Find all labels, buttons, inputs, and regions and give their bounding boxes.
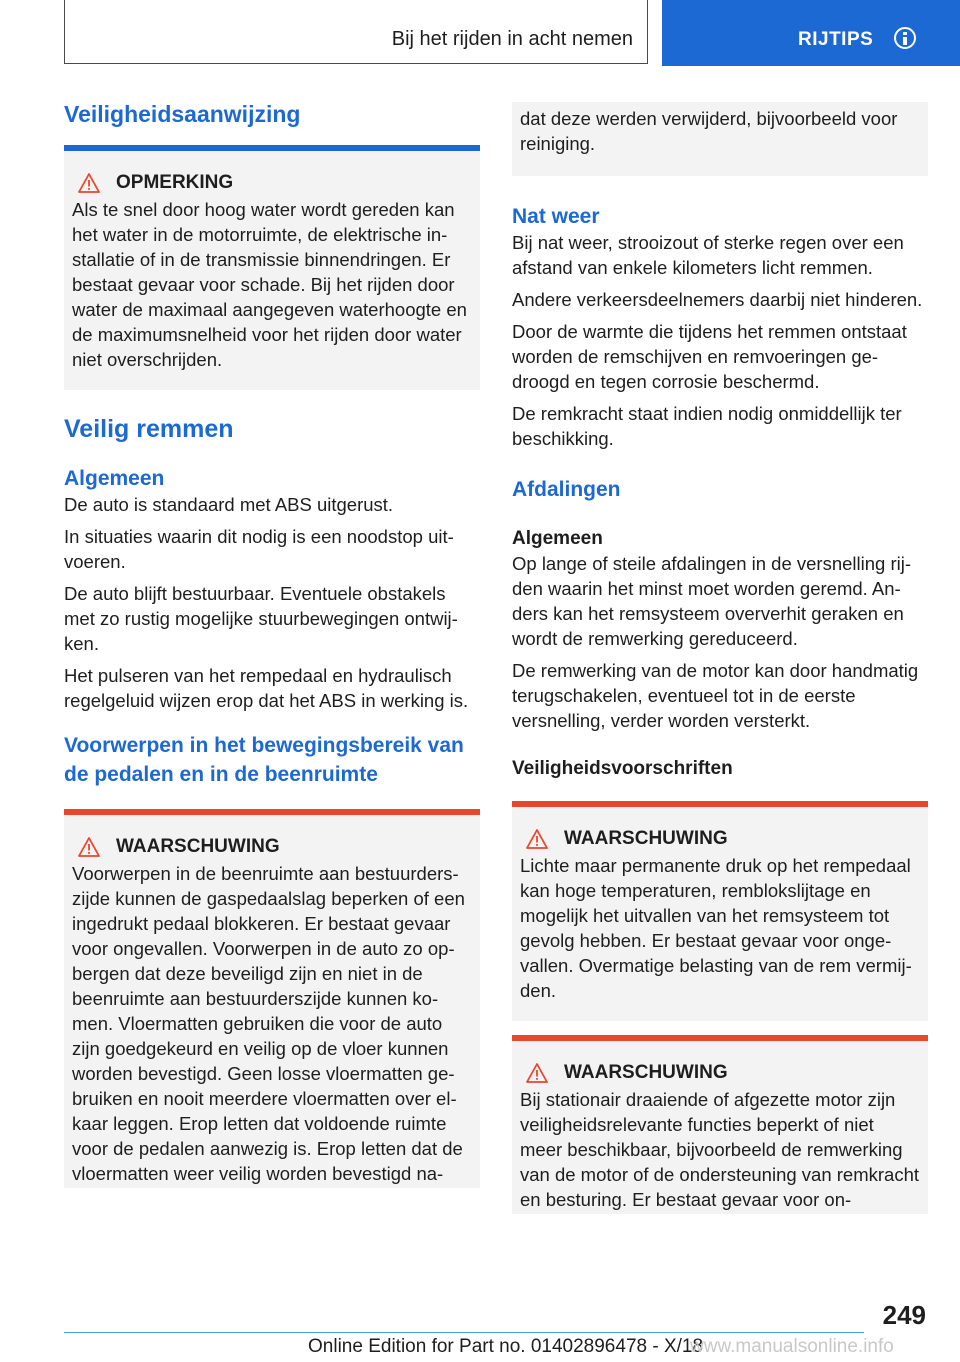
warning-label: WAARSCHUWING bbox=[564, 1062, 728, 1083]
warning-text: Voorwerpen in de beenruimte aan bestuurderszijde kunnen de gaspedaalslag beperken of een ingedrukt pedaal blokkeren. Er bestaat gevaar voor ongevallen. Voorwerpen in de auto zo opbergen dat deze beveiligd zijn en niet in de beenruimte aan bestuurderszijde kunnen komen. Vloermatten gebruiken die voor de auto zijn goedgekeurd en veilig op de vloer kunnen worden bevestigd. Geen losse vloermatten gebruiken en nooit meerdere vloermatten over elkaar leggen. Erop letten dat voldoende ruimte voor de pedalen aanwezig is. Erop letten dat de vloermatten weer veilig worden bevestigd na- bbox=[72, 863, 465, 1184]
warning-triangle-icon bbox=[78, 837, 100, 857]
objects-title: Voorwerpen in het bewegingsbereik van de pedalen en in de beenruimte bbox=[64, 734, 464, 786]
warning-label: WAARSCHUWING bbox=[564, 828, 728, 849]
rules-title: Veiligheidsvoorschriften bbox=[512, 758, 733, 779]
descent-general-title: Algemeen bbox=[512, 528, 603, 549]
wet-title: Nat weer bbox=[512, 205, 600, 228]
page-header bbox=[0, 0, 960, 66]
warning-text: Bij stationair draaiende of afgezette motor zijn veiligheidsrelevante functies beperkt of niet meer beschikbaar, bijvoorbeeld de remwerking van de motor of de ondersteuning van remkracht en besturing. Er bestaat gevaar voor on- bbox=[520, 1089, 920, 1210]
wet-paragraph-3: Door de warmte die tijdens het remmen ontstaat worden de remschijven en remvoeringen gedroogd en tegen corrosie beschermd. bbox=[512, 321, 907, 392]
edition-text: Online Edition for Part no. 01402896478 - X/18 bbox=[308, 1336, 704, 1357]
safety-title: Veiligheidsaanwijzing bbox=[64, 101, 301, 127]
warning-label: WAARSCHUWING bbox=[116, 836, 280, 857]
section-title: Bij het rijden in acht nemen bbox=[391, 28, 633, 50]
warning-box-1 bbox=[512, 807, 928, 1021]
note-text: Als te snel door hoog water wordt gereden kan het water in de motorruimte, de elektrische installatie of in de transmissie binnendringen. Er bestaat gevaar voor schade. Bij het rijden door water de maximaal aangegeven waterhoogte en de maximumsnelheid voor het rijden door water niet overschrijden. bbox=[72, 199, 467, 370]
warning-box bbox=[64, 815, 480, 1188]
info-icon[interactable] bbox=[894, 27, 916, 49]
warning-triangle-icon bbox=[526, 829, 548, 849]
descent-paragraph-2: De remwerking van de motor kan door handmatig terugschakelen, eventueel tot in de eerste versnelling, verder worden versterkt. bbox=[512, 660, 919, 731]
brake-title: Veilig remmen bbox=[64, 415, 234, 443]
warning-triangle-icon bbox=[526, 1063, 548, 1083]
watermark: www.manualsonline.info bbox=[690, 1336, 894, 1357]
right-column bbox=[512, 100, 928, 1214]
continued-text: dat deze werden verwijderd, bijvoorbeeld voor reiniging. bbox=[520, 108, 898, 154]
footer-divider bbox=[64, 1332, 864, 1333]
left-column bbox=[64, 100, 480, 1188]
tab-label: RIJTIPS bbox=[798, 29, 874, 50]
general-paragraph-3: De auto blijft bestuurbaar. Eventuele obstakels met zo rustig mogelijke stuurbewegingen ontwijken. bbox=[64, 583, 458, 654]
wet-paragraph-1: Bij nat weer, strooizout of sterke regen over een afstand van enkele kilometers licht remmen. bbox=[512, 232, 904, 278]
wet-paragraph-4: De remkracht staat indien nodig onmiddellijk ter beschikking. bbox=[512, 403, 902, 449]
continued-box bbox=[512, 102, 928, 176]
descent-title: Afdalingen bbox=[512, 478, 621, 501]
wet-paragraph-2: Andere verkeersdeelnemers daarbij niet hinderen. bbox=[512, 289, 923, 310]
descent-paragraph-1: Op lange of steile afdalingen in de versnelling rijden waarin het minst moet worden geremd. Anders kan het remsysteem oververhit geraken en wordt de remwerking gereduceerd. bbox=[512, 553, 912, 649]
general-paragraph-1: De auto is standaard met ABS uitgerust. bbox=[64, 494, 394, 515]
page-number: 249 bbox=[882, 1300, 926, 1330]
general-title: Algemeen bbox=[64, 467, 165, 490]
general-paragraph-2: In situaties waarin dit nodig is een noodstop uitvoeren. bbox=[64, 526, 454, 572]
warning-triangle-icon bbox=[78, 173, 100, 193]
warning-text: Lichte maar permanente druk op het rempedaal kan hoge temperaturen, remblokslijtage en mogelijk het uitvallen van het remsysteem tot gevolg hebben. Er bestaat gevaar voor ongevallen. Overmatige belasting van de rem vermijden. bbox=[520, 855, 912, 1001]
tab-rijtips[interactable] bbox=[662, 0, 960, 66]
section-header-box bbox=[64, 0, 648, 64]
warning-box-2 bbox=[512, 1041, 928, 1214]
note-box bbox=[64, 151, 480, 390]
note-label: OPMERKING bbox=[116, 172, 234, 193]
general-paragraph-4: Het pulseren van het rempedaal en hydraulisch regelgeluid wijzen erop dat het ABS in werking is. bbox=[64, 665, 469, 711]
